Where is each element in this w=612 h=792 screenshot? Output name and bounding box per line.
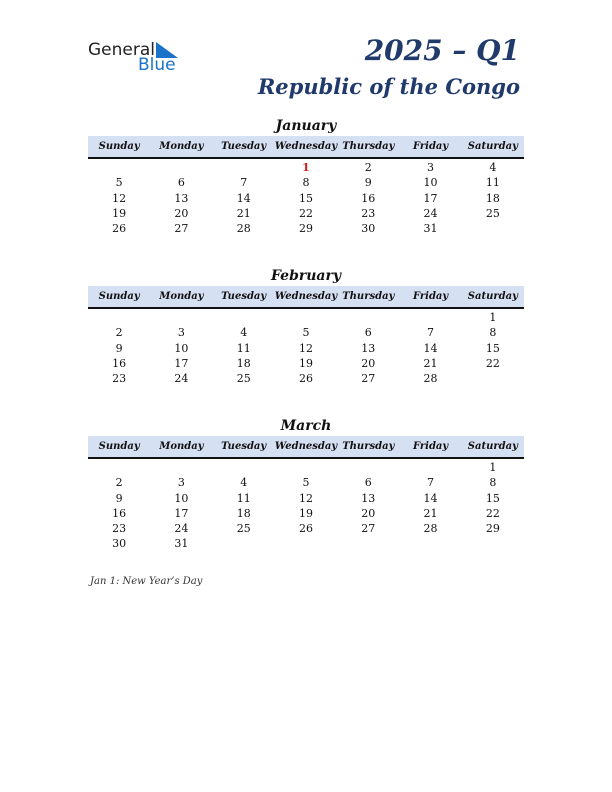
- country-subtitle: Republic of the Congo: [257, 74, 520, 99]
- day-cell: 8: [489, 326, 497, 340]
- day-cell: 16: [112, 356, 127, 370]
- empty-day-cell: [462, 371, 524, 386]
- day-cell: 15: [298, 191, 313, 205]
- month-block-january: [88, 116, 524, 236]
- empty-day-cell: [275, 536, 337, 551]
- day-cell: 24: [174, 522, 189, 536]
- weekday-label: Thursday: [342, 441, 395, 452]
- weekday-header: [88, 136, 524, 159]
- day-cell: 9: [115, 341, 123, 355]
- day-cell: 8: [302, 176, 310, 190]
- day-cell: 18: [485, 191, 500, 205]
- empty-day-cell: [399, 536, 461, 551]
- day-cell: 27: [174, 222, 189, 236]
- day-cell: 10: [174, 341, 189, 355]
- weekday-label: Monday: [159, 141, 204, 152]
- empty-day-cell: [213, 536, 275, 551]
- day-cell: 7: [427, 326, 435, 340]
- day-cell: 31: [423, 222, 438, 236]
- day-cell: 16: [361, 191, 376, 205]
- week-row: [88, 491, 524, 506]
- week-row: [88, 191, 524, 206]
- weekday-label: Friday: [412, 441, 449, 452]
- day-cell: 17: [174, 506, 189, 520]
- day-cell: 14: [423, 341, 438, 355]
- day-cell: 19: [298, 356, 313, 370]
- day-cell: 22: [485, 506, 500, 520]
- day-cell: 13: [174, 191, 189, 205]
- week-row: [88, 206, 524, 221]
- day-cell: 19: [112, 206, 127, 220]
- weekday-label: Tuesday: [221, 291, 267, 302]
- day-cell: 23: [361, 206, 376, 220]
- logo-word-blue: Blue: [138, 55, 176, 75]
- empty-day-cell: [275, 310, 337, 325]
- week-row: [88, 325, 524, 340]
- empty-day-cell: [150, 310, 212, 325]
- day-cell: 20: [361, 356, 376, 370]
- weekday-label: Tuesday: [221, 441, 267, 452]
- day-cell: 28: [423, 522, 438, 536]
- day-cell: 16: [112, 506, 127, 520]
- weekday-label: Thursday: [342, 291, 395, 302]
- day-grid: [88, 460, 524, 552]
- day-cell: 26: [112, 222, 127, 236]
- week-row: [88, 460, 524, 475]
- day-cell: 2: [115, 326, 123, 340]
- day-cell: 24: [423, 206, 438, 220]
- day-cell: 20: [361, 506, 376, 520]
- day-cell: 3: [177, 326, 185, 340]
- empty-day-cell: [462, 221, 524, 236]
- day-cell: 4: [240, 476, 248, 490]
- day-cell: 13: [361, 491, 376, 505]
- day-cell: 12: [298, 491, 313, 505]
- week-row: [88, 341, 524, 356]
- day-cell: 22: [485, 356, 500, 370]
- page-title: 2025 – Q1: [364, 34, 520, 67]
- month-name: January: [275, 118, 337, 134]
- weekday-label: Friday: [412, 141, 449, 152]
- day-cell: 2: [115, 476, 123, 490]
- week-row: [88, 310, 524, 325]
- day-cell: 4: [489, 161, 497, 174]
- day-cell: 28: [236, 222, 251, 236]
- day-grid: [88, 160, 524, 236]
- weekday-label: Saturday: [467, 291, 518, 302]
- week-row: [88, 356, 524, 371]
- day-cell: 5: [302, 326, 310, 340]
- generalblue-logo: [88, 40, 188, 76]
- month-name: March: [280, 418, 332, 434]
- day-cell: 3: [427, 161, 435, 174]
- day-cell: 4: [240, 326, 248, 340]
- week-row: [88, 521, 524, 536]
- empty-day-cell: [150, 160, 212, 175]
- weekday-label: Wednesday: [274, 441, 338, 452]
- empty-day-cell: [399, 310, 461, 325]
- day-cell: 6: [177, 176, 185, 190]
- day-cell: 7: [240, 176, 248, 190]
- weekday-label: Friday: [412, 291, 449, 302]
- week-row: [88, 160, 524, 175]
- day-cell: 10: [423, 176, 438, 190]
- weekday-label: Sunday: [98, 441, 140, 452]
- empty-day-cell: [213, 310, 275, 325]
- empty-day-cell: [88, 160, 150, 175]
- day-cell: 15: [485, 491, 500, 505]
- day-cell: 9: [364, 176, 372, 190]
- day-cell: 21: [423, 506, 438, 520]
- day-cell: 14: [423, 491, 438, 505]
- day-cell: 10: [174, 491, 189, 505]
- day-cell: 8: [489, 476, 497, 490]
- day-cell: 27: [361, 522, 376, 536]
- day-cell: 9: [115, 491, 123, 505]
- day-cell: 7: [427, 476, 435, 490]
- day-cell: 23: [112, 522, 127, 536]
- day-cell: 18: [236, 356, 251, 370]
- weekday-label: Tuesday: [221, 141, 267, 152]
- day-cell: 30: [112, 537, 127, 551]
- month-block-march: [88, 416, 524, 552]
- day-cell: 29: [485, 522, 500, 536]
- day-cell: 25: [236, 522, 251, 536]
- day-cell: 28: [423, 372, 438, 386]
- day-cell: 17: [423, 191, 438, 205]
- day-cell: 20: [174, 206, 189, 220]
- day-cell: 21: [423, 356, 438, 370]
- day-cell: 25: [485, 206, 500, 220]
- week-row: [88, 175, 524, 190]
- day-cell: 21: [236, 206, 251, 220]
- empty-day-cell: [213, 460, 275, 475]
- day-cell: 5: [115, 176, 123, 190]
- empty-day-cell: [88, 310, 150, 325]
- weekday-label: Saturday: [467, 441, 518, 452]
- day-cell: 6: [364, 326, 372, 340]
- week-row: [88, 475, 524, 490]
- day-grid: [88, 310, 524, 386]
- empty-day-cell: [337, 460, 399, 475]
- day-cell: 22: [298, 206, 313, 220]
- weekday-header: [88, 436, 524, 459]
- weekday-label: Thursday: [342, 141, 395, 152]
- weekday-label: Sunday: [98, 291, 140, 302]
- day-cell: 2: [364, 161, 372, 174]
- logo-word-general: General: [88, 40, 155, 60]
- weekday-label: Sunday: [98, 141, 140, 152]
- month-name: February: [270, 268, 341, 284]
- day-cell: 24: [174, 372, 189, 386]
- holiday-notes: Jan 1: New Year’s Day: [90, 576, 203, 587]
- day-cell: 5: [302, 476, 310, 490]
- empty-day-cell: [150, 460, 212, 475]
- day-cell: 17: [174, 356, 189, 370]
- day-cell: 25: [236, 372, 251, 386]
- week-row: [88, 536, 524, 551]
- day-cell: 27: [361, 372, 376, 386]
- day-cell: 29: [298, 222, 313, 236]
- day-cell: 3: [177, 476, 185, 490]
- day-cell: 12: [112, 191, 127, 205]
- day-cell: 31: [174, 537, 189, 551]
- weekday-label: Monday: [159, 441, 204, 452]
- empty-day-cell: [337, 310, 399, 325]
- weekday-label: Monday: [159, 291, 204, 302]
- day-cell: 12: [298, 341, 313, 355]
- day-cell: 23: [112, 372, 127, 386]
- empty-day-cell: [88, 460, 150, 475]
- day-cell: 11: [236, 491, 251, 505]
- day-cell: 26: [298, 372, 313, 386]
- month-block-february: [88, 266, 524, 386]
- weekday-label: Wednesday: [274, 291, 338, 302]
- day-cell: 13: [361, 341, 376, 355]
- empty-day-cell: [275, 460, 337, 475]
- weekday-label: Wednesday: [274, 141, 338, 152]
- week-row: [88, 371, 524, 386]
- day-cell: 18: [236, 506, 251, 520]
- day-cell: 1: [489, 461, 497, 474]
- day-cell: 1: [489, 311, 497, 324]
- weekday-header: [88, 286, 524, 309]
- day-cell: 14: [236, 191, 251, 205]
- day-cell: 30: [361, 222, 376, 236]
- empty-day-cell: [213, 160, 275, 175]
- day-cell: 11: [236, 341, 251, 355]
- day-cell: 19: [298, 506, 313, 520]
- day-cell: 11: [485, 176, 500, 190]
- empty-day-cell: [462, 536, 524, 551]
- day-cell: 26: [298, 522, 313, 536]
- empty-day-cell: [399, 460, 461, 475]
- week-row: [88, 221, 524, 236]
- week-row: [88, 506, 524, 521]
- empty-day-cell: [337, 536, 399, 551]
- day-cell: 6: [364, 476, 372, 490]
- day-cell: 1: [302, 161, 310, 174]
- day-cell: 15: [485, 341, 500, 355]
- weekday-label: Saturday: [467, 141, 518, 152]
